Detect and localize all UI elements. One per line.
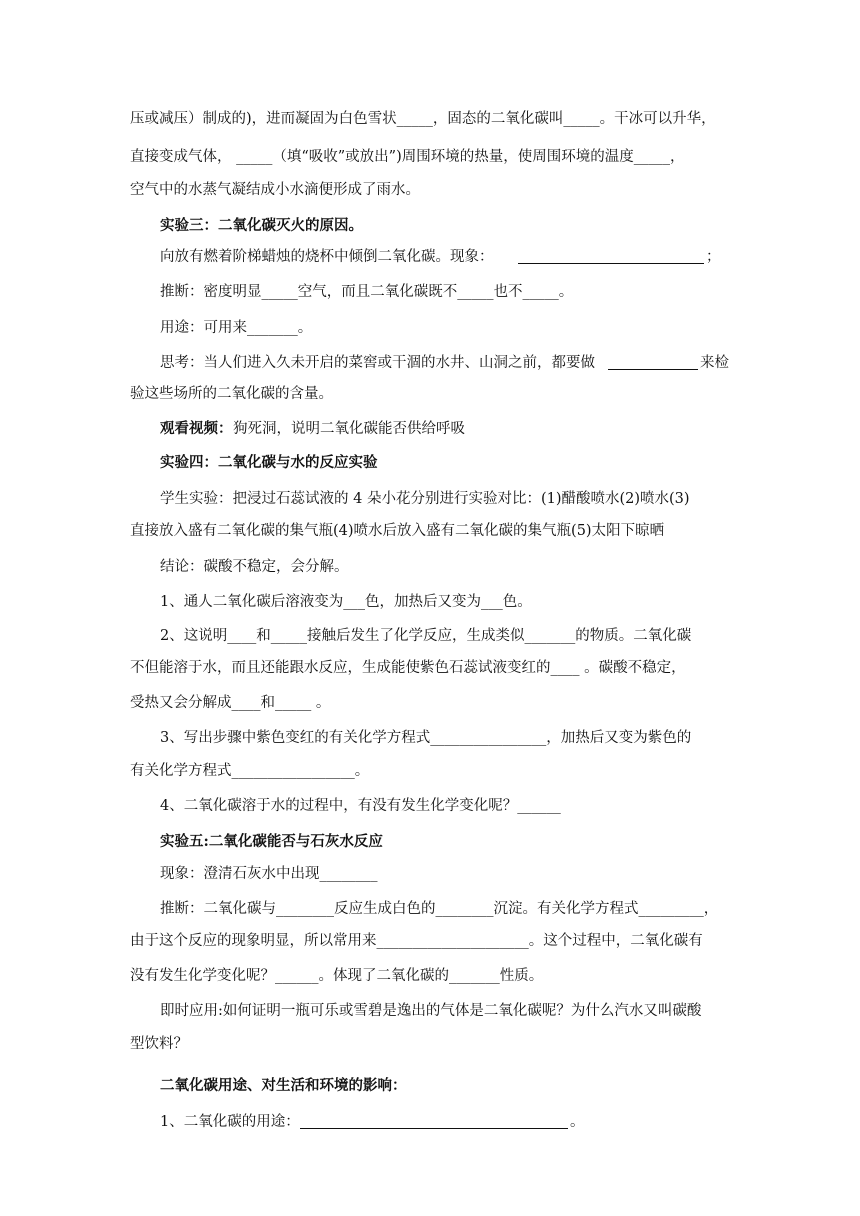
text-line: 直接放入盛有二氧化碳的集气瓶(4)喷水后放入盛有二氧化碳的集气瓶(5)太阳下晾晒: [130, 523, 665, 539]
text-line: 3、写出步骤中紫色变红的有关化学方程式________________，加热后又变为紫色的: [160, 730, 692, 746]
section-heading: 实验五:二氧化碳能否与石灰水反应: [160, 833, 383, 850]
text-line: ；: [706, 249, 721, 265]
text-line: 验这些场所的二氧化碳的含量。: [130, 386, 333, 402]
text-line: 推断：二氧化碳与________反应生成白色的________沉淀。有关化学方程式_________，: [160, 901, 719, 917]
text-line: 现象：澄清石灰水中出现________: [160, 866, 378, 882]
text-line: 结论：碳酸不稳定，会分解。: [160, 559, 349, 575]
text-line: 狗死洞，说明二氧化碳能否供给呼吸: [233, 421, 465, 437]
section-heading: 二氧化碳用途、对生活和环境的影响：: [160, 1077, 407, 1094]
answer-blank: [300, 1114, 568, 1129]
text-line: 受热又会分解成____和_____ 。: [130, 695, 331, 711]
text-line: 。: [570, 1114, 585, 1130]
answer-blank: [518, 249, 704, 264]
section-heading: 实验三：二氧化碳灭火的原因。: [160, 217, 363, 234]
text-line: 有关化学方程式_________________。: [130, 763, 370, 779]
section-heading: 实验四：二氧化碳与水的反应实验: [160, 454, 378, 471]
text-line: 用途：可用来_______。: [160, 320, 313, 336]
text-line: 没有发生化学变化呢？______。体现了二氧化碳的_______性质。: [130, 968, 544, 984]
text-line: 思考：当人们进入久未开启的菜窖或干涸的水井、山洞之前，都要做: [160, 355, 595, 371]
text-line: 1、通人二氧化碳后溶液变为___色，加热后又变为___色。: [160, 594, 532, 610]
text-line: 不但能溶于水，而且还能跟水反应，生成能使紫色石蕊试液变红的____ 。碳酸不稳定，: [130, 660, 686, 676]
text-line: 压或减压）制成的)，进而凝固为白色雪状_____，固态的二氧化碳叫_____。干冰可以升华，: [130, 111, 716, 127]
text-line: 型饮料？: [130, 1036, 188, 1052]
text-line: 来检: [700, 355, 729, 371]
text-line: 2、这说明____和_____接触后发生了化学反应，生成类似_______的物质。二氧化碳: [160, 628, 692, 644]
text-line: 学生实验：把浸过石蕊试液的 4 朵小花分别进行实验对比：(1)醋酸喷水(2)喷水(3): [160, 491, 690, 507]
text-line: 向放有燃着阶梯蜡烛的烧杯中倾倒二氧化碳。现象：: [160, 249, 494, 265]
text-line: 由于这个反应的现象明显，所以常用来_____________________。这个过程中，二氧化碳有: [130, 933, 703, 949]
text-line: 推断：密度明显_____空气，而且二氧化碳既不_____也不_____。: [160, 284, 574, 300]
text-line: 空气中的水蒸气凝结成小水滴便形成了雨水。: [130, 182, 420, 198]
section-heading: 观看视频：: [160, 420, 233, 437]
answer-blank: [608, 355, 698, 370]
text-line: 直接变成气体， _____（填“吸收”或放出”)周围环境的热量，使周围环境的温度_____，: [130, 149, 685, 165]
text-line: 即时应用:如何证明一瓶可乐或雪碧是逸出的气体是二氧化碳呢？为什么汽水又叫碳酸: [160, 1003, 702, 1019]
text-line: 1、二氧化碳的用途：: [160, 1114, 300, 1130]
text-line: 4、二氧化碳溶于水的过程中，有没有发生化学变化呢？______: [160, 798, 561, 814]
